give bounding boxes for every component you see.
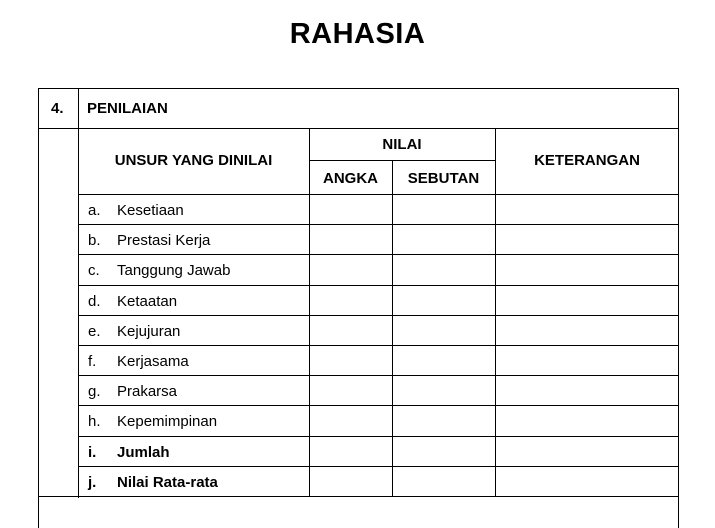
section-number: 4.: [51, 100, 64, 117]
row-label: Prakarsa: [117, 383, 178, 400]
row-divider: [78, 254, 679, 255]
row-divider: [78, 315, 679, 316]
header-nilai: NILAI: [382, 136, 422, 153]
row-label: Tanggung Jawab: [117, 262, 231, 279]
row-label: Prestasi Kerja: [117, 232, 211, 249]
row-divider: [78, 285, 679, 286]
header-angka: ANGKA: [323, 170, 378, 187]
row-letter: g.: [88, 383, 101, 400]
row-label: Ketaatan: [117, 293, 178, 310]
row-divider: [78, 345, 679, 346]
row-letter: f.: [88, 353, 97, 370]
section-title: PENILAIAN: [87, 100, 168, 117]
row-divider: [309, 160, 495, 161]
header-keterangan: KETERANGAN: [534, 152, 640, 169]
row-letter: j.: [88, 474, 97, 491]
row-letter: h.: [88, 413, 101, 430]
row-label: Kepemimpinan: [117, 413, 218, 430]
column-divider: [495, 128, 496, 496]
header-sebutan: SEBUTAN: [407, 170, 480, 187]
row-letter: a.: [88, 202, 101, 219]
row-letter: d.: [88, 293, 101, 310]
row-divider: [78, 405, 679, 406]
header-unsur: UNSUR YANG DINILAI: [114, 152, 273, 169]
row-divider: [78, 224, 679, 225]
row-label: Kerjasama: [117, 353, 189, 370]
column-divider: [392, 160, 393, 496]
row-divider: [78, 375, 679, 376]
row-letter: e.: [88, 323, 101, 340]
row-divider: [78, 466, 679, 467]
row-divider: [38, 496, 679, 497]
row-label: Kejujuran: [117, 323, 181, 340]
row-letter: c.: [88, 262, 100, 279]
row-letter: i.: [88, 444, 97, 461]
row-divider: [78, 194, 679, 195]
row-label: Kesetiaan: [117, 202, 184, 219]
row-label: Jumlah: [117, 444, 170, 461]
row-letter: b.: [88, 232, 101, 249]
row-divider: [78, 436, 679, 437]
row-label: Nilai Rata-rata: [117, 474, 218, 491]
row-divider: [38, 128, 679, 129]
document-title: RAHASIA: [289, 18, 426, 50]
